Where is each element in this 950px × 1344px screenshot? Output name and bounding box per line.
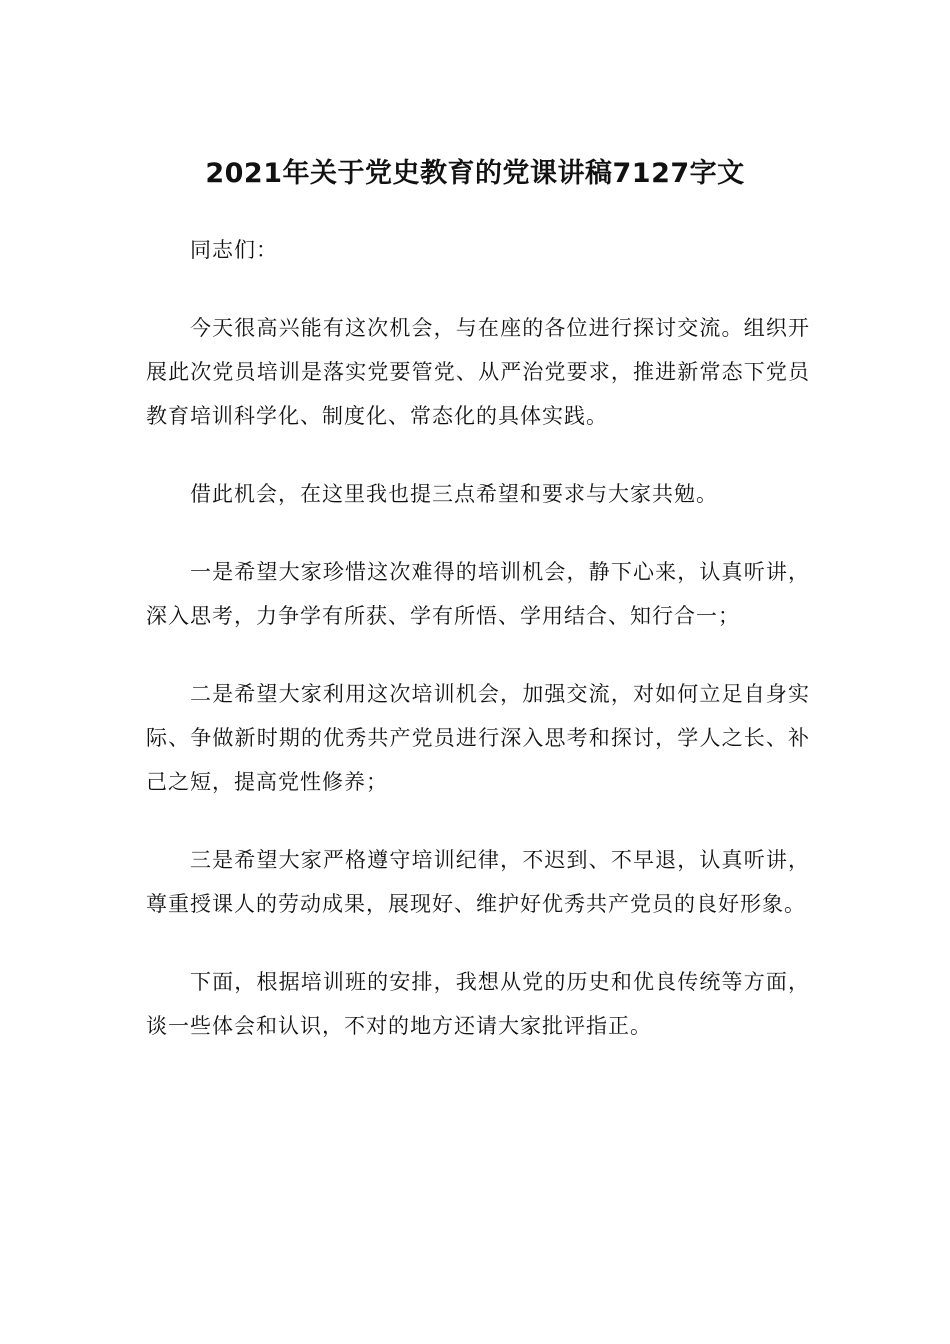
document-title: 2021年关于党史教育的党课讲稿7127字文 [205,158,745,189]
document-body [146,228,810,1082]
paragraph-requirement-three: 三是希望大家严格遵守培训纪律，不迟到、不早退，认真听讲，尊重授课人的劳动成果，展现好、维护好优秀共产党员的良好形象。 [146,848,810,916]
paragraph-requirement-one: 一是希望大家珍惜这次难得的培训机会，静下心来，认真听讲，深入思考，力争学有所获、学有所悟、学用结合、知行合一； [146,560,810,628]
paragraph-opening: 今天很高兴能有这次机会，与在座的各位进行探讨交流。组织开展此次党员培训是落实党要管党、从严治党要求，推进新常态下党员教育培训科学化、制度化、常态化的具体实践。 [146,316,810,428]
paragraph-intro-requirements: 借此机会，在这里我也提三点希望和要求与大家共勉。 [190,482,718,506]
paragraph-transition: 下面，根据培训班的安排，我想从党的历史和优良传统等方面，谈一些体会和认识，不对的地方还请大家批评指正。 [146,970,810,1038]
paragraph-requirement-two: 二是希望大家利用这次培训机会，加强交流，对如何立足自身实际、争做新时期的优秀共产党员进行深入思考和探讨，学人之长、补己之短，提高党性修养； [146,682,810,794]
paragraph-salutation: 同志们： [190,238,278,262]
